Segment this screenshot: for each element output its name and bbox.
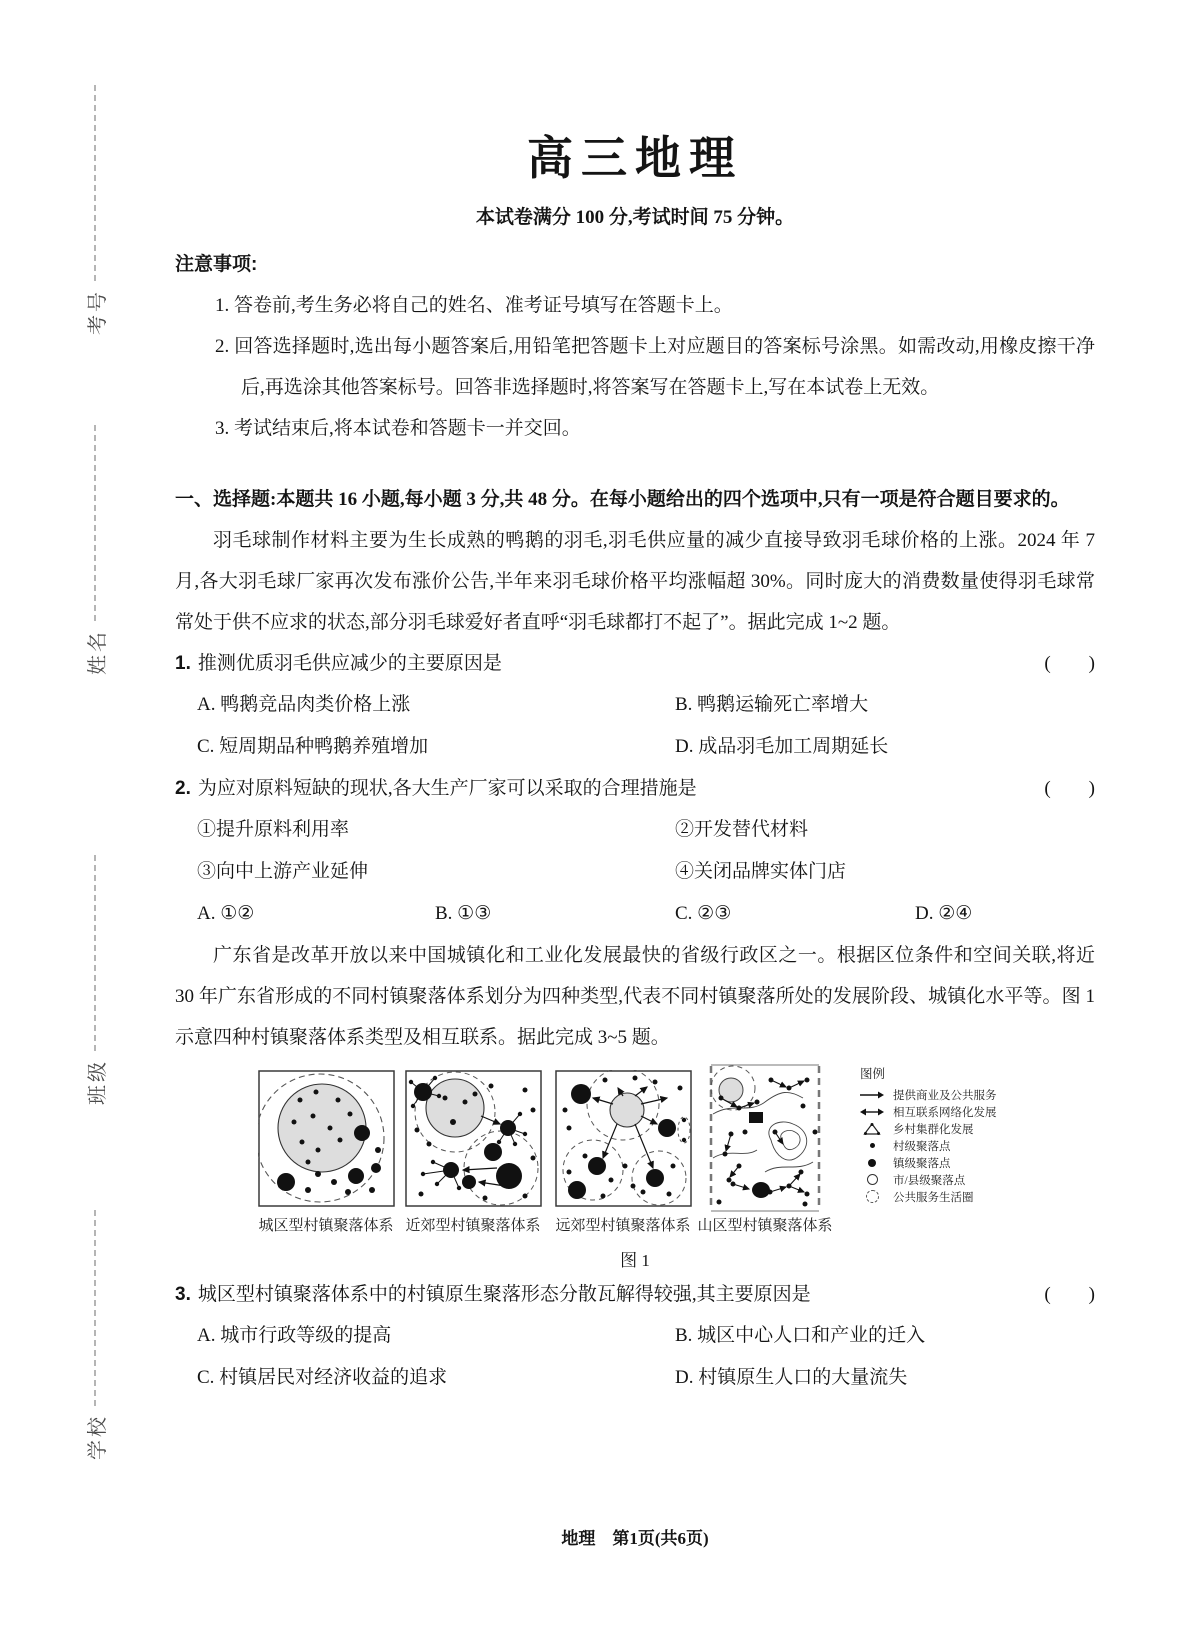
exam-subtitle: 本试卷满分 100 分,考试时间 75 分钟。 [475,207,795,228]
legend-item-label: 提供商业及公共服务 [893,1089,997,1102]
question-2-stem: 为应对原料短缺的现状,各大生产厂家可以采取的合理措施是 [197,778,697,799]
margin-label-school: 学校 [86,1414,109,1460]
margin-field-name [80,425,110,675]
section-heading: 一、选择题:本题共 16 小题,每小题 3 分,共 48 分。在每小题给出的四个选项中,只有一项是符合题目要求的。 [175,489,1070,510]
question-1 [175,643,1095,684]
question-1-stem: 推测优质羽毛供应减少的主要原因是 [197,653,502,674]
margin-fill-line [94,855,96,1051]
passage-badminton: 羽毛球制作材料主要为生长成熟的鸭鹅的羽毛,羽毛供应量的减少直接导致羽毛球价格的上涨。2024 年 7 月,各大羽毛球厂家再次发布涨价公告,半年来羽毛球价格平均涨幅超 30%。同时庞大的消费数量使得羽毛球常常处于供不应求的状态,部分羽毛球爱好者直呼“羽毛球都打不起了”。据此完成 1~2 题。 [175,530,1095,633]
option-2a: A. ①② [197,903,255,924]
legend-item-label: 公共服务生活圈 [893,1191,974,1204]
figure-1 [175,1062,1095,1274]
question-2-items [175,809,1095,893]
statement-3: ③向中上游产业延伸 [197,861,369,882]
option-3c: C. 村镇居民对经济收益的追求 [197,1367,448,1388]
exam-content [175,0,1095,1399]
notice-list [175,285,1095,449]
legend-item-label: 村级聚落点 [893,1140,951,1153]
margin-label-class: 班级 [86,1059,109,1105]
option-1b: B. 鸭鹅运输死亡率增大 [675,694,869,715]
notice-item: 1. 答卷前,考生务必将自己的姓名、准考证号填写在答题卡上。 [215,295,733,316]
margin-fill-line [94,85,96,281]
option-1a: A. 鸭鹅竞品肉类价格上涨 [197,694,411,715]
question-3-options [175,1315,1095,1399]
panel-urban-type [258,1070,395,1207]
margin-label-exam-number: 考号 [86,289,109,335]
figure-caption: 城区型村镇聚落体系 [258,1218,394,1234]
option-3d: D. 村镇原生人口的大量流失 [675,1367,908,1388]
question-2 [175,768,1095,809]
margin-fill-line [94,1210,96,1406]
legend-item [858,1171,1095,1188]
question-1-answer-bracket: ( ) [1044,653,1095,674]
option-2c: C. ②③ [675,903,732,924]
passage-guangdong: 广东省是改革开放以来中国城镇化和工业化发展最快的省级行政区之一。根据区位条件和空间关联,将近 30 年广东省形成的不同村镇聚落体系划分为四种类型,代表不同村镇聚落所处的发展阶段、城镇化水平等。图 1 示意四种村镇聚落体系类型及相互联系。据此完成 3~5 题。 [175,945,1095,1048]
near-suburb-settlement-diagram [405,1070,542,1207]
figure-caption: 近郊型村镇聚落体系 [405,1218,541,1234]
panel-far-suburb-type [555,1070,692,1207]
option-3b: B. 城区中心人口和产业的迁入 [675,1325,926,1346]
margin-field-school [80,1210,110,1460]
village-dot-icon [858,1143,886,1148]
question-3-stem: 城区型村镇聚落体系中的村镇原生聚落形态分散瓦解得较强,其主要原因是 [197,1284,811,1305]
option-1d: D. 成品羽毛加工周期延长 [675,736,889,757]
figure-caption: 远郊型村镇聚落体系 [555,1218,691,1234]
arrow-both-icon [858,1107,886,1117]
exam-title: 高三地理 [527,133,743,184]
figure-label: 图 1 [620,1251,650,1270]
far-suburb-settlement-diagram [555,1070,692,1207]
notice-item: 3. 考试结束后,将本试卷和答题卡一并交回。 [215,418,581,439]
margin-field-class [80,855,110,1105]
legend-item [858,1086,1095,1103]
option-2b: B. ①③ [435,903,492,924]
legend-item-label: 市/县级聚落点 [893,1174,966,1187]
figure-caption: 山区型村镇聚落体系 [697,1218,833,1234]
notice-item: 2. 回答选择题时,选出每小题答案后,用铅笔把答题卡上对应题目的答案标号涂黑。如需改动,用橡皮擦干净后,再选涂其他答案标号。回答非选择题时,将答案写在答题卡上,写在本试卷上无效。 [215,336,1095,398]
notice-heading: 注意事项: [175,254,258,275]
legend-item [858,1120,1095,1137]
question-2-answer-bracket: ( ) [1044,778,1095,799]
margin-field-exam-number [80,85,110,335]
legend-item [858,1103,1095,1120]
triangle-cluster-icon [858,1122,886,1136]
panel-mountain-type [705,1062,825,1214]
question-2-number: 2. [175,778,191,799]
legend-item-label: 相互联系网络化发展 [893,1106,997,1119]
option-3a: A. 城市行政等级的提高 [197,1325,392,1346]
legend-item-label: 乡村集群化发展 [893,1123,974,1136]
figure-legend [858,1064,1095,1205]
question-2-options [175,893,1095,935]
panel-near-suburb-type [405,1070,542,1207]
urban-settlement-diagram [258,1070,395,1207]
page-footer: 地理 第1页(共6页) [561,1529,709,1548]
question-3 [175,1274,1095,1315]
mountain-settlement-diagram [705,1062,825,1214]
margin-fill-line [94,425,96,621]
legend-title: 图例 [860,1067,886,1081]
statement-2: ②开发替代材料 [675,819,809,840]
city-circle-icon [858,1174,886,1185]
town-dot-icon [858,1159,886,1167]
legend-item [858,1137,1095,1154]
option-1c: C. 短周期品种鸭鹅养殖增加 [197,736,429,757]
question-3-number: 3. [175,1284,191,1305]
statement-4: ④关闭品牌实体门店 [675,861,847,882]
legend-item-label: 镇级聚落点 [893,1157,951,1170]
question-3-answer-bracket: ( ) [1044,1284,1095,1305]
service-circle-icon [858,1190,886,1203]
option-2d: D. ②④ [915,903,973,924]
statement-1: ①提升原料利用率 [197,819,350,840]
arrow-right-icon [858,1090,886,1100]
legend-item [858,1154,1095,1171]
margin-label-name: 姓名 [86,629,109,675]
question-1-options [175,684,1095,768]
legend-item [858,1188,1095,1205]
question-1-number: 1. [175,653,191,674]
